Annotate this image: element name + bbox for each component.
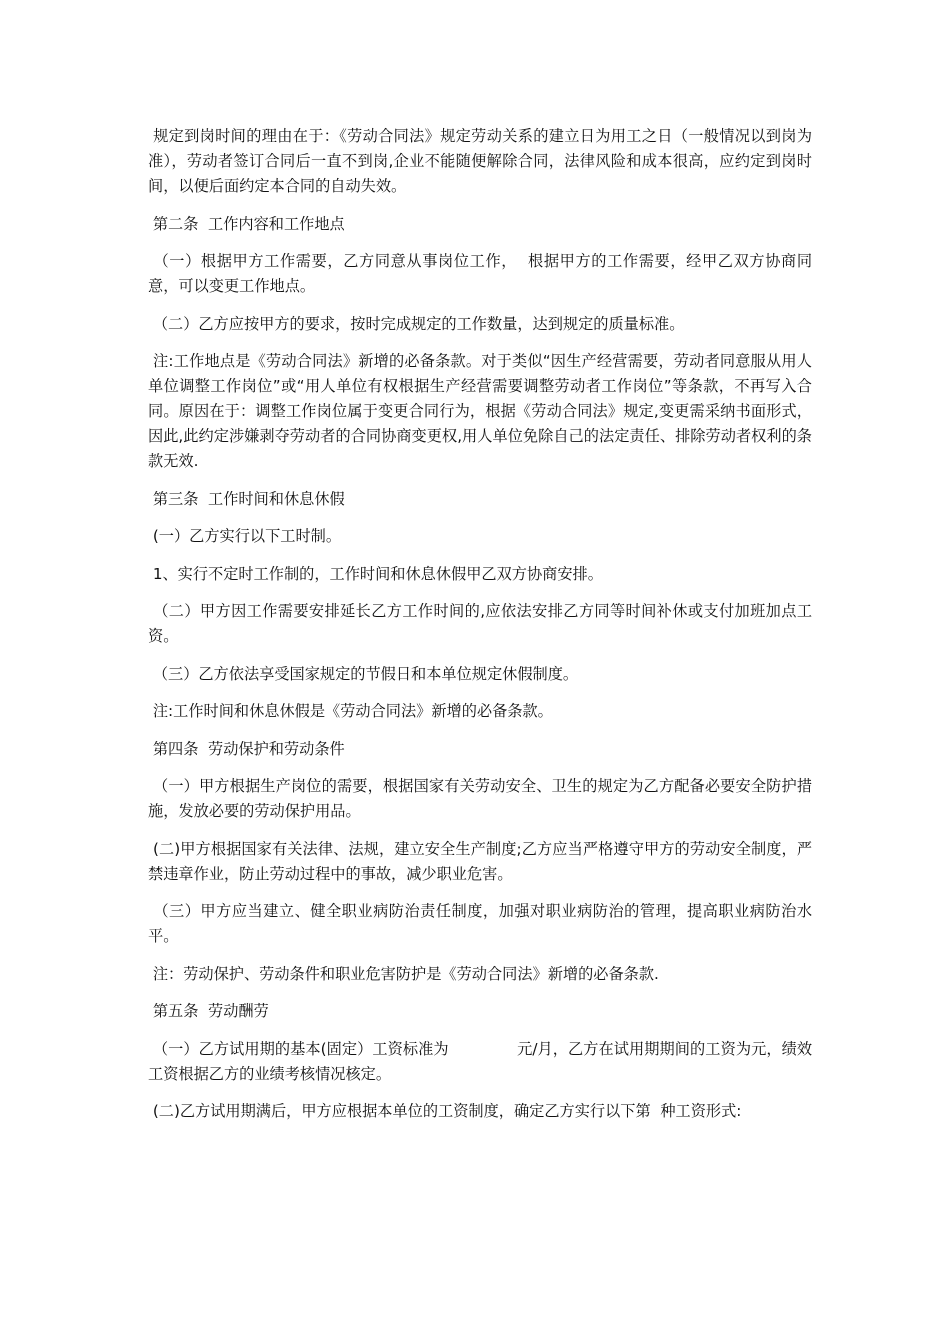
article-5-clause-1: （一）乙方试用期的基本(固定）工资标准为 元/月，乙方在试用期期间的工资为元，绩效工资根据乙方的业绩考核情况核定。: [148, 1039, 813, 1083]
article-5-clause-2: (二)乙方试用期满后，甲方应根据本单位的工资制度，确定乙方实行以下第 种工资形式:: [148, 1102, 742, 1120]
article-3-clause-3: （三）乙方依法享受国家规定的节假日和本单位规定休假制度。: [148, 664, 579, 683]
article-2-clause-2: （二）乙方应按甲方的要求，按时完成规定的工作数量，达到规定的质量标准。: [148, 314, 685, 333]
article-4-clause-3: （三）甲方应当建立、健全职业病防治责任制度，加强对职业病防治的管理，提高职业病防治水平。: [148, 902, 813, 945]
article-2-note: 注:工作地点是《劳动合同法》新增的必备条款。对于类似“因生产经营需要，劳动者同意服从用人单位调整工作岗位”或“用人单位有权根据生产经营需要调整劳动者工作岗位”等条款，不再写入合同。原因在于：调整工作岗位属于变更合同行为，根据《劳动合同法》规定,变更需采纳书面形式，因此,此约定涉嫌剥夺劳动者的合同协商变更权,用人单位免除自己的法定责任、排除劳动者权利的条款无效.: [148, 352, 812, 470]
article-2-heading: 第二条 工作内容和工作地点: [148, 214, 345, 233]
article-3-clause-1: (一）乙方实行以下工时制。: [148, 527, 342, 545]
article-4-clause-2: (二)甲方根据国家有关法律、法规，建立安全生产制度;乙方应当严格遵守甲方的劳动安全制度，严禁违章作业，防止劳动过程中的事故，减少职业危害。: [148, 839, 813, 883]
article-4-heading: 第四条 劳动保护和劳动条件: [148, 739, 345, 758]
article-3-note: 注:工作时间和休息休假是《劳动合同法》新增的必备条款。: [148, 702, 553, 720]
article-2-clause-1: （一）根据甲方工作需要，乙方同意从事岗位工作， 根据甲方的工作需要，经甲乙双方协商同意，可以变更工作地点。: [148, 252, 813, 295]
paragraph-arrival-time-note: 规定到岗时间的理由在于：《劳动合同法》规定劳动关系的建立日为用工之日（一般情况以到岗为准），劳动者签订合同后一直不到岗,企业不能随便解除合同，法律风险和成本很高，应约定到岗时间，以便后面约定本合同的自动失效。: [148, 127, 813, 195]
article-3-heading: 第三条 工作时间和休息休假: [148, 489, 345, 508]
document-page: [148, 124, 812, 1137]
article-3-clause-1-item-1: 1、实行不定时工作制的，工作时间和休息休假甲乙双方协商安排。: [148, 564, 603, 583]
article-4-clause-1: （一）甲方根据生产岗位的需要，根据国家有关劳动安全、卫生的规定为乙方配备必要安全防护措施，发放必要的劳动保护用品。: [148, 777, 813, 820]
article-3-clause-2: （二）甲方因工作需要安排延长乙方工作时间的,应依法安排乙方同等时间补休或支付加班加点工资。: [148, 602, 813, 645]
article-4-note: 注：劳动保护、劳动条件和职业危害防护是《劳动合同法》新增的必备条款.: [148, 964, 659, 983]
article-5-heading: 第五条 劳动酬劳: [148, 1002, 269, 1020]
